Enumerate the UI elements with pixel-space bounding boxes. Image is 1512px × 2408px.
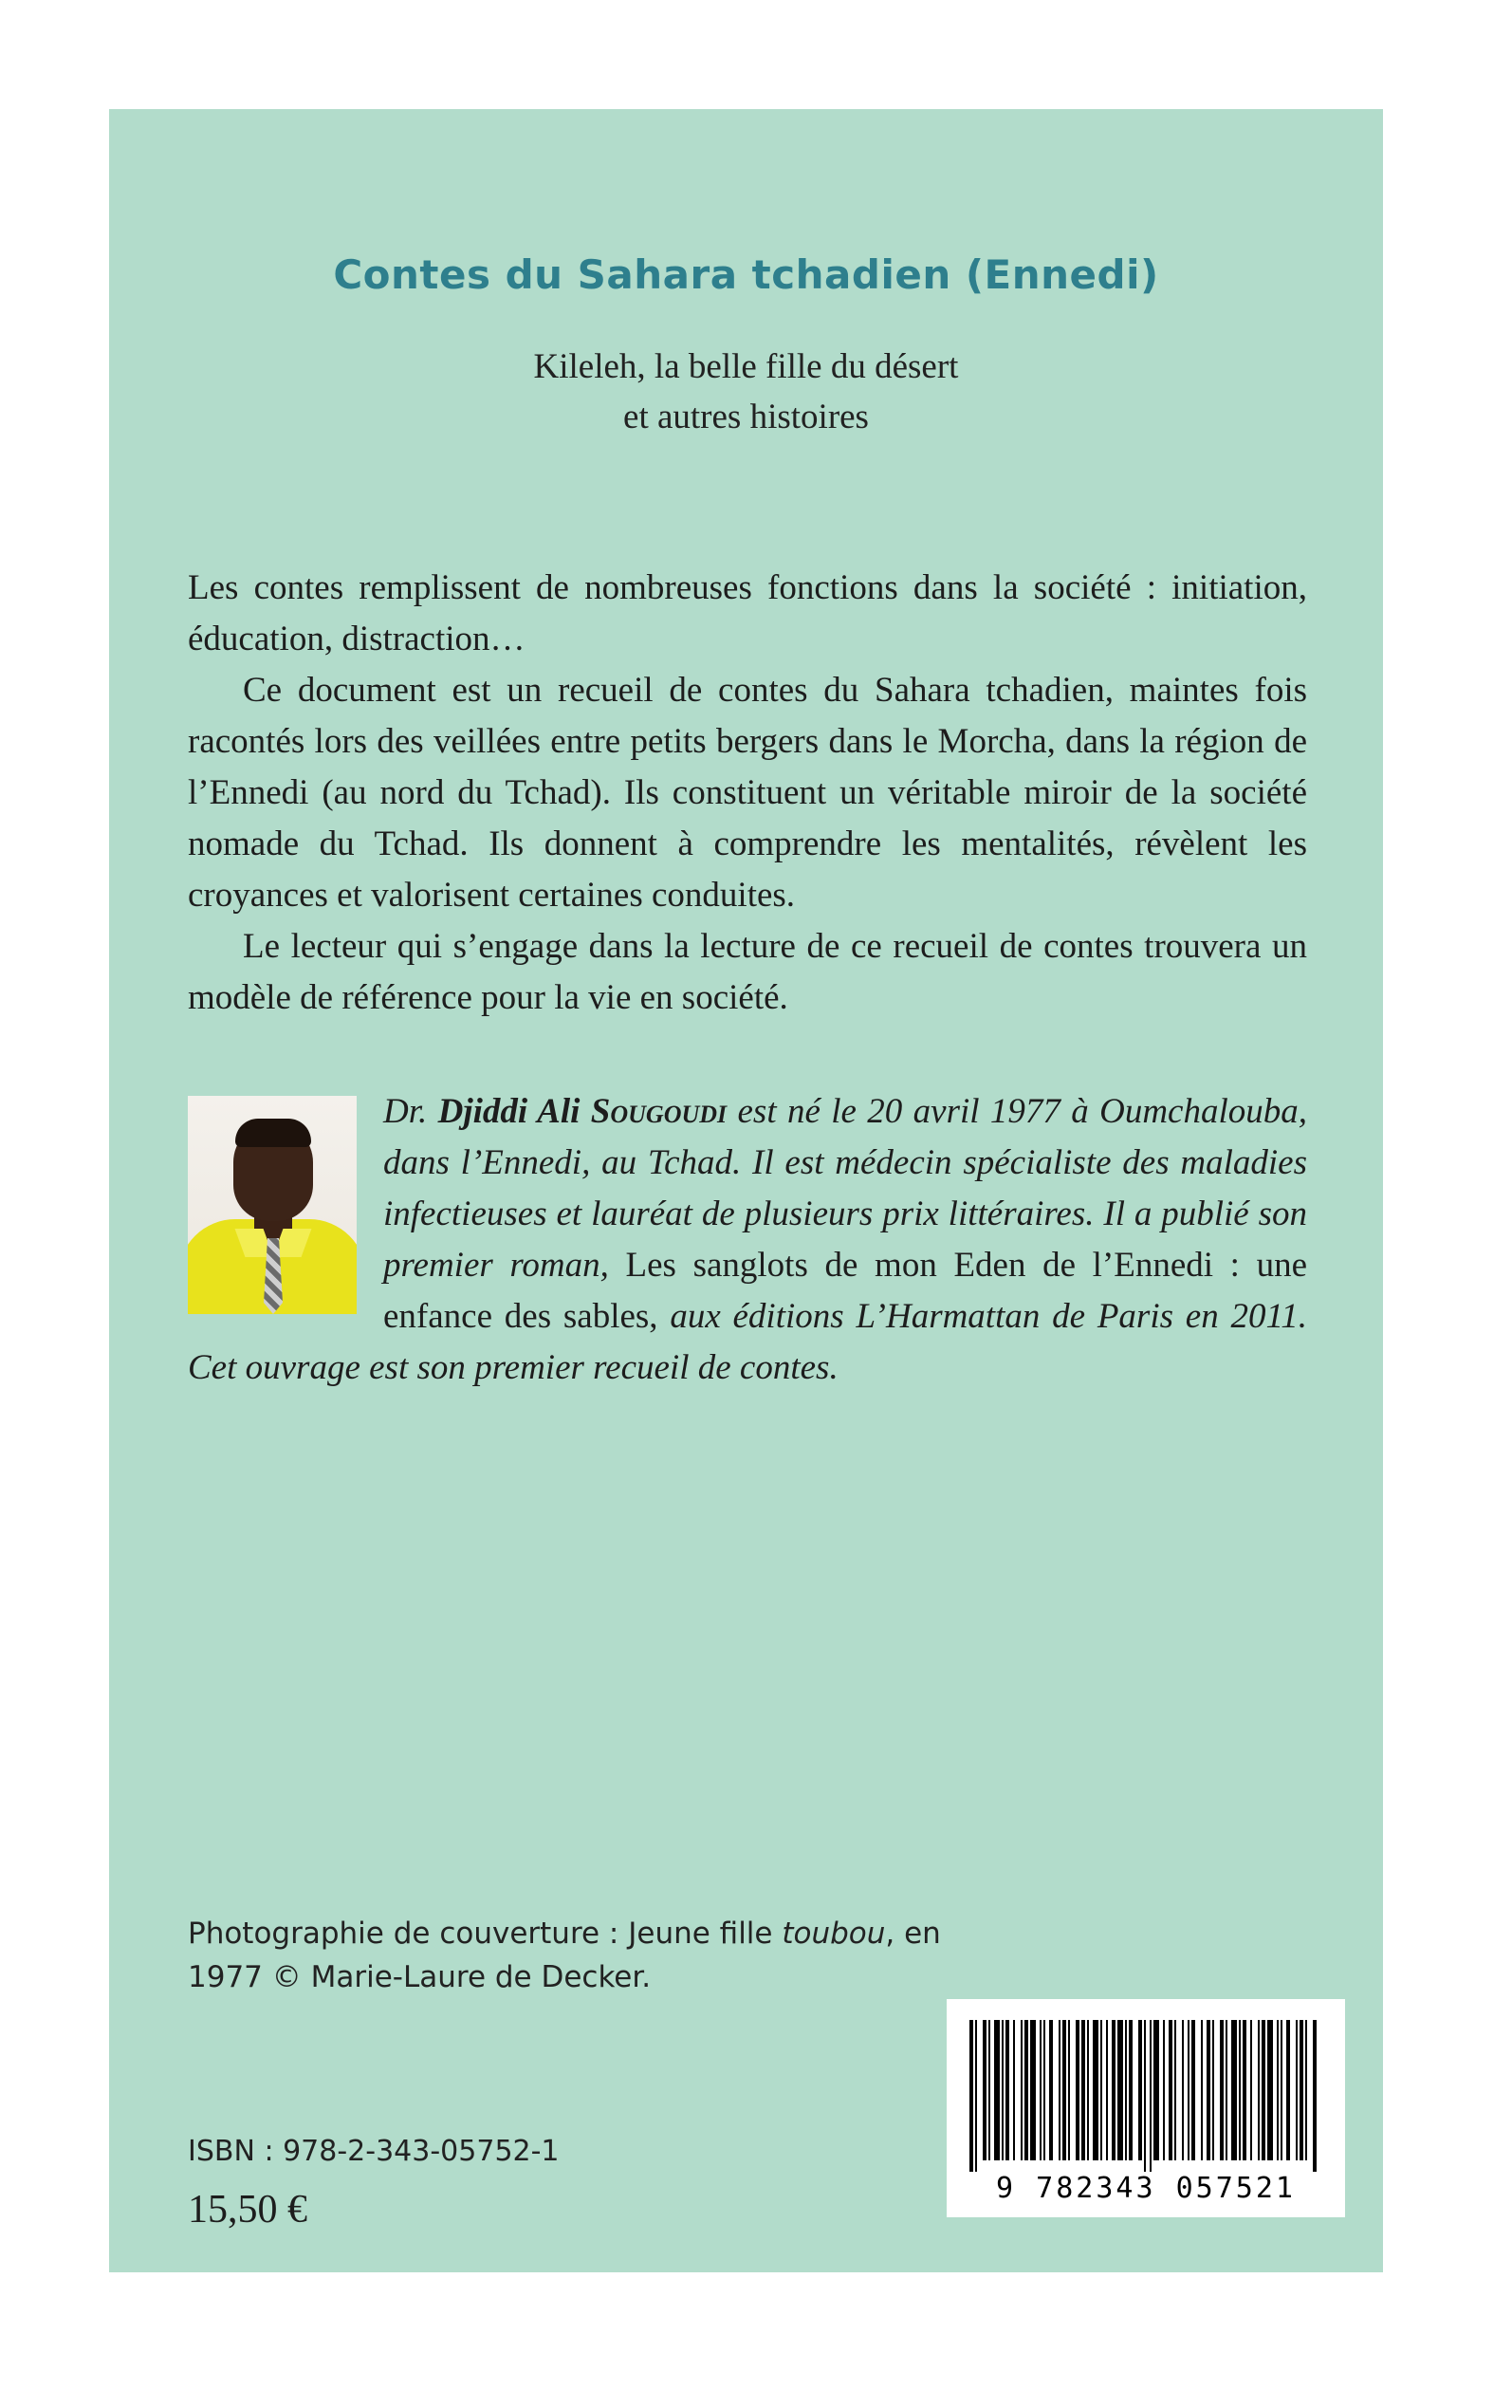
bio-text-2: aux éditions L’Harmattan de Paris en 2011. Cet ouvrage est son premier recueil de contes.: [188, 1297, 1307, 1387]
author-bio: [188, 1086, 1307, 1394]
book-title: Contes du Sahara tchadien (Ennedi): [333, 251, 1159, 298]
author-surname: Sougoudi: [590, 1092, 728, 1131]
blurb-paragraph-1: Les contes remplissent de nombreuses fonctions dans la société : initiation, éducation, distraction…: [188, 568, 1307, 658]
credit-line-2: 1977 © Marie-Laure de Decker.: [188, 1960, 652, 1994]
subtitle-line-2: et autres histoires: [623, 398, 869, 436]
bio-book-title: Les sanglots de mon Eden de l’Ennedi : une enfance des sables,: [383, 1246, 1308, 1336]
book-subtitle: [109, 342, 1383, 442]
credit-text-1: Photographie de couverture : Jeune fille: [188, 1917, 783, 1951]
bio-prefix: Dr.: [383, 1092, 438, 1131]
back-cover: [109, 109, 1383, 2272]
blurb-paragraph-3: Le lecteur qui s’engage dans la lecture de ce recueil de contes trouvera un modèle de référence pour la vie en société.: [188, 927, 1307, 1017]
author-photo: [188, 1096, 357, 1314]
barcode-bars: [966, 2020, 1326, 2172]
blurb-paragraph-2: Ce document est un recueil de contes du Sahara tchadien, maintes fois racontés lors des veillées entre petits bergers dans le Morcha, dans la région de l’Ennedi (au nord du Tchad). Ils constituent un véritable miroir de la société nomade du Tchad. Ils donnent à comprendre les mentalités, révèlent les croyances et valorisent certaines conduites.: [188, 671, 1307, 915]
author-name: Djiddi Ali: [437, 1092, 581, 1131]
photo-credit: [188, 1912, 941, 1999]
credit-text-2: , en: [885, 1917, 941, 1951]
bio-text-1: est né le 20 avril 1977 à Oumchalouba, dans l’Ennedi, au Tchad. Il est médecin spécialiste des maladies infectieuses et lauréat de plusieurs prix littéraires. Il a publié son premier roman,: [383, 1092, 1307, 1285]
blurb: [188, 563, 1307, 1024]
isbn: ISBN : 978-2-343-05752-1: [188, 2135, 560, 2168]
barcode: [947, 1999, 1345, 2217]
barcode-digits: 9 782343 057521: [996, 2172, 1296, 2205]
subtitle-line-1: Kileleh, la belle fille du désert: [533, 347, 959, 386]
credit-italic: toubou: [782, 1917, 886, 1951]
price: 15,50 €: [188, 2188, 307, 2232]
